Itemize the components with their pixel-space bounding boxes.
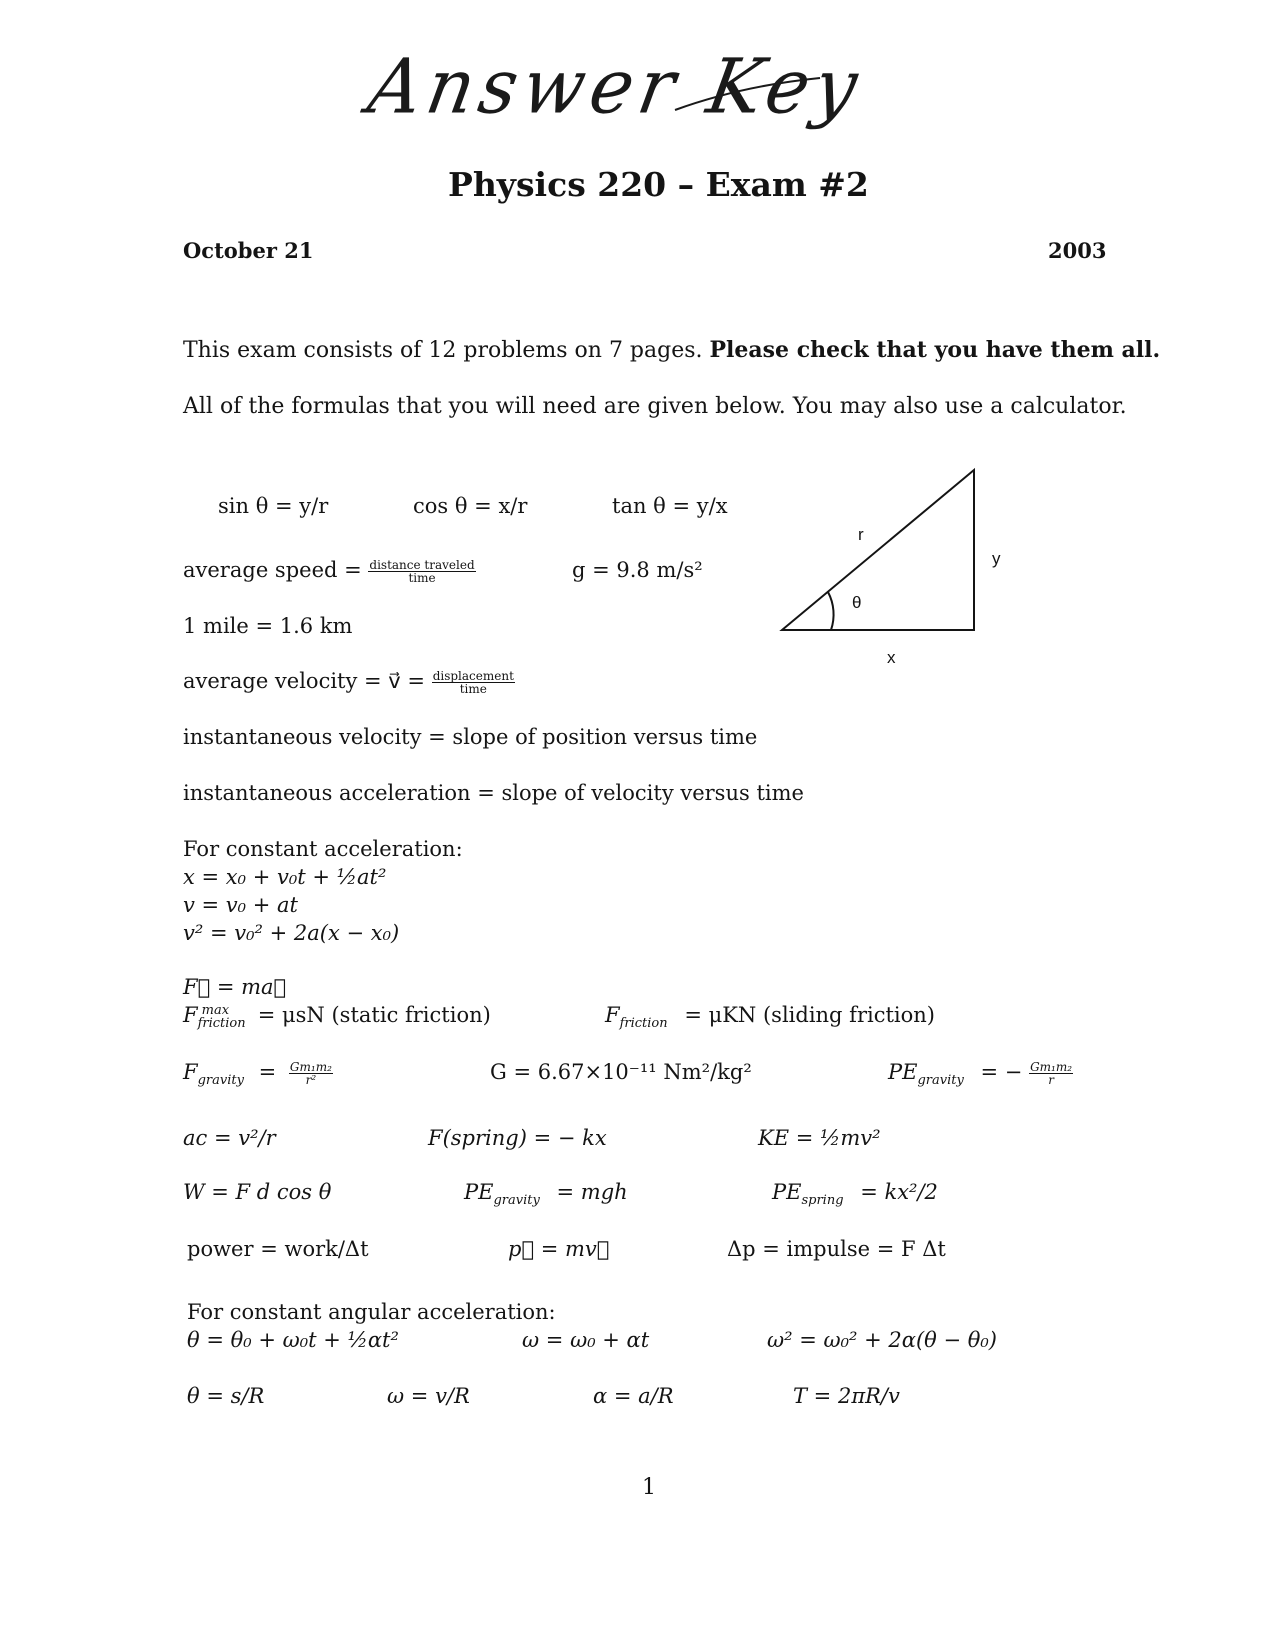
angular-position-eq: θ = θ₀ + ω₀t + ½αt² [187, 1328, 399, 1352]
triangle-label-theta: θ [852, 593, 862, 612]
gravity-force-fraction: $\frac{\text{Gm₁m₂}}{\text{r²}}$ [289, 1060, 332, 1087]
momentum-formula: p⃗ = mv⃗ [508, 1237, 610, 1261]
static-friction: $F_{friction}^{max} = \mu sN$ (static friction) [183, 1003, 491, 1032]
intro-line-2: All of the formulas that you will need are given below. You may also use a calculator. [183, 394, 1127, 419]
impulse-formula: Δp = impulse = F Δt [727, 1237, 946, 1261]
mile-conversion: 1 mile = 1.6 km [183, 614, 353, 638]
angular-omega-squared-eq: ω² = ω₀² + 2α(θ − θ₀) [767, 1328, 997, 1352]
pe-gravity-mgh-rhs: = mgh [556, 1180, 628, 1204]
instantaneous-velocity: instantaneous velocity = slope of position versus time [183, 725, 758, 749]
avg-speed-denominator: time [408, 571, 436, 585]
cos-formula: cos θ = x/r [413, 494, 528, 518]
pe-spring-rhs: = kx²/2 [860, 1180, 938, 1204]
avg-velocity-fraction [432, 670, 515, 695]
page-number: 1 [642, 1475, 656, 1500]
handwritten-answer-key: Answer Key [362, 41, 870, 131]
exam-title: Physics 220 – Exam #2 [448, 165, 869, 204]
avg-velocity-label: average velocity = v⃗ = [183, 669, 425, 693]
sin-formula: sin θ = y/r [218, 494, 329, 518]
arc-length-eq: θ = s/R [187, 1384, 265, 1408]
instantaneous-acceleration: instantaneous acceleration = slope of velocity versus time [183, 781, 804, 805]
triangle-label-r: r [858, 525, 864, 544]
gravitational-constant: G = 6.67×10⁻¹¹ Nm²/kg² [490, 1060, 752, 1084]
period-eq: T = 2πR/v [793, 1384, 900, 1408]
avg-speed-numerator: distance traveled [369, 558, 475, 572]
gravity-potential-energy: $PE_{gravity}$ = − $\frac{\text{Gm₁m₂}}{r}$ [888, 1060, 1073, 1089]
kinetic-energy: KE = ½mv² [758, 1126, 881, 1150]
tan-formula: tan θ = y/x [612, 494, 728, 518]
omega-v-eq: ω = v/R [387, 1384, 470, 1408]
const-accel-position-eq: x = x₀ + v₀t + ½at² [183, 865, 387, 889]
work-formula: W = F d cos θ [183, 1180, 332, 1204]
avg-velocity-numerator: displacement [432, 669, 514, 683]
constant-acceleration-heading: For constant acceleration: [183, 837, 463, 861]
pe-symbol: PE [888, 1060, 918, 1084]
handwriting-flourish [670, 70, 830, 120]
angular-velocity-eq: ω = ω₀ + αt [522, 1328, 650, 1352]
intro-line-1 [183, 337, 1160, 363]
sliding-friction: $F_{friction} = \mu KN$ (sliding friction) [605, 1003, 935, 1032]
avg-velocity-denominator: time [459, 682, 487, 696]
avg-velocity-formula [183, 669, 515, 695]
static-friction-rhs: = μsN (static friction) [257, 1003, 491, 1027]
pe-gravity-mgh: $PE_{gravity}$ = mgh [464, 1180, 628, 1209]
pe-spring: $PE_{spring} = kx^2/2$ [772, 1180, 938, 1209]
gravity-force-symbol: F [183, 1060, 198, 1084]
angular-acceleration-heading: For constant angular acceleration: [187, 1300, 556, 1324]
right-triangle-diagram [770, 462, 1010, 692]
alpha-a-eq: α = a/R [593, 1384, 674, 1408]
centripetal-acceleration: ac = v²/r [183, 1126, 276, 1150]
exam-year: 2003 [1048, 238, 1107, 263]
intro-bold: Please check that you have them all. [709, 337, 1161, 363]
avg-speed-formula [183, 558, 476, 584]
exam-date: October 21 [183, 238, 314, 263]
triangle-label-x: x [887, 648, 896, 667]
triangle-label-y: y [992, 549, 1001, 568]
power-formula: power = work/Δt [187, 1237, 369, 1261]
gravity-acceleration: g = 9.8 m/s² [572, 558, 703, 582]
sliding-friction-rhs: = μKN (sliding friction) [684, 1003, 935, 1027]
newton-second-law: F⃗ = ma⃗ [183, 975, 287, 999]
avg-speed-label: average speed = [183, 558, 362, 582]
intro-plain: This exam consists of 12 problems on 7 pages. [183, 338, 703, 363]
pe-gravity-fraction: $\frac{\text{Gm₁m₂}}{r}$ [1030, 1060, 1073, 1087]
avg-speed-fraction [368, 559, 475, 584]
spring-force: F(spring) = − kx [428, 1126, 607, 1150]
const-accel-vsq-eq: v² = v₀² + 2a(x − x₀) [183, 921, 400, 945]
const-accel-velocity-eq: v = v₀ + at [183, 893, 298, 917]
gravity-force-law: $F_{gravity}$ = $\frac{\text{Gm₁m₂}}{\text{r²}}$ [183, 1060, 332, 1089]
